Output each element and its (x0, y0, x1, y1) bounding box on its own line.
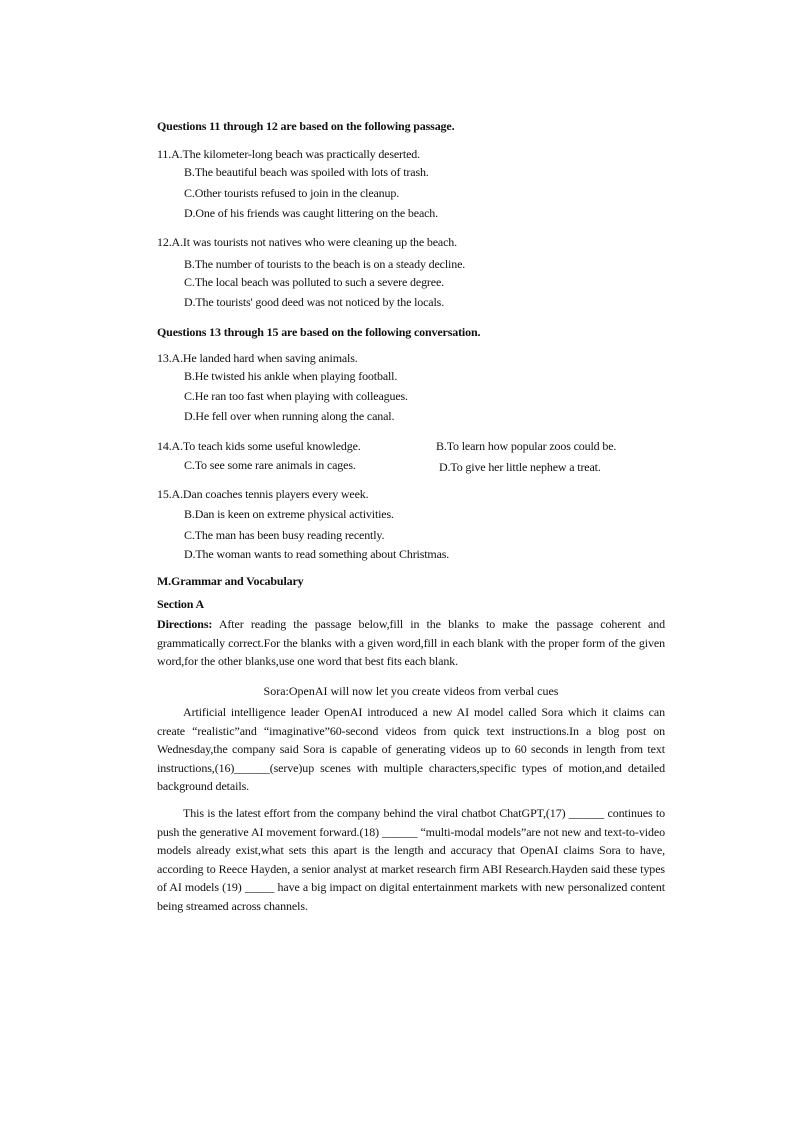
q12-option-c: C.The local beach was polluted to such a severe degree. (184, 275, 444, 289)
passage-title: Sora:OpenAI will now let you create videos from verbal cues (263, 684, 559, 698)
q11-12-heading: Questions 11 through 12 are based on the following passage. (157, 119, 455, 133)
q11-option-a: 11.A.The kilometer-long beach was practically deserted. (157, 147, 420, 161)
directions-label: Directions: (157, 617, 213, 631)
q14-option-b: B.To learn how popular zoos could be. (436, 439, 617, 453)
q15-option-a: 15.A.Dan coaches tennis players every week. (157, 487, 369, 501)
q12-option-d: D.The tourists' good deed was not noticed by the locals. (184, 295, 445, 309)
q15-option-d: D.The woman wants to read something about Christmas. (184, 547, 450, 561)
q13-option-a: 13.A.He landed hard when saving animals. (157, 351, 358, 365)
passage-paragraph-2: This is the latest effort from the company behind the viral chatbot ChatGPT,(17) ______ continues to push the generative AI movement forward.(18) ______ “multi-modal models”are not new and text-to-video models already exist,what sets this apart is the length and accuracy that OpenAI claims Sora to have, according to Reece Hayden, a senior analyst at market research firm ABI Research.Hayden said these types of AI models (19) _____ have a big impact on digital entertainment markets with new personalized content being streamed across channels. (157, 806, 665, 913)
q14-option-a: 14.A.To teach kids some useful knowledge. (157, 439, 361, 453)
q14-option-c: C.To see some rare animals in cages. (184, 458, 356, 472)
q13-option-b: B.He twisted his ankle when playing football. (184, 369, 398, 383)
directions-text: After reading the passage below,fill in the blanks to make the passage coherent and grammatically correct.For the blanks with a given word,fill in each blank with the proper form of the given word,for the other blanks,use one word that best fits each blank. (157, 617, 665, 668)
q13-15-heading: Questions 13 through 15 are based on the following conversation. (157, 325, 481, 339)
q13-option-d: D.He fell over when running along the canal. (184, 409, 395, 423)
q11-option-d: D.One of his friends was caught littering on the beach. (184, 206, 439, 220)
q14-option-d: D.To give her little nephew a treat. (439, 460, 601, 474)
q15-option-b: B.Dan is keen on extreme physical activities. (184, 507, 394, 521)
q12-option-a: 12.A.It was tourists not natives who were cleaning up the beach. (157, 235, 457, 249)
q15-option-c: C.The man has been busy reading recently. (184, 528, 385, 542)
directions-paragraph (157, 615, 665, 671)
q11-option-b: B.The beautiful beach was spoiled with lots of trash. (184, 165, 429, 179)
q12-option-b: B.The number of tourists to the beach is on a steady decline. (184, 257, 466, 271)
section-a-label: Section A (157, 597, 204, 611)
passage-paragraph-1: Artificial intelligence leader OpenAI introduced a new AI model called Sora which it claims can create “realistic”and “imaginative”60-second videos from quick text instructions.In a blog post on Wednesday,the company said Sora is capable of generating videos up to 60 seconds in length from text instructions,(16)______(serve)up scenes with multiple characters,specific types of motion,and detailed background details. (157, 705, 665, 793)
q11-option-c: C.Other tourists refused to join in the cleanup. (184, 186, 400, 200)
grammar-heading: M.Grammar and Vocabulary (157, 574, 304, 588)
q13-option-c: C.He ran too fast when playing with colleagues. (184, 389, 408, 403)
